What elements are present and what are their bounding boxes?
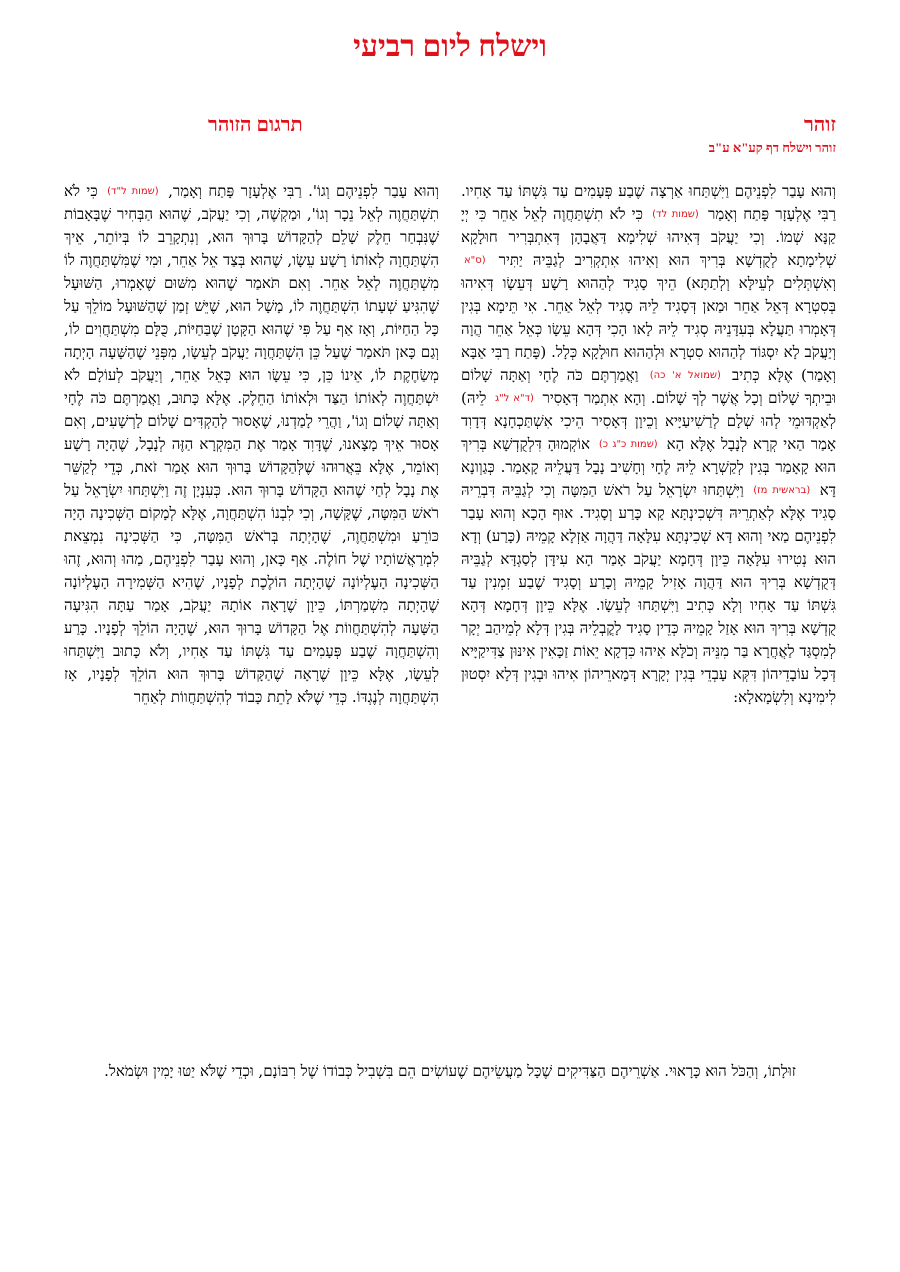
verse-ref-5: (שמות כ"ג כ) [598,439,658,450]
source-reference: זוהר וישלח דף קע"א ע"ב [708,140,836,155]
zohar-text-5: לֵיהּ) לְאַקְדּוּמֵי לְהוּ שְׁלָם לְרַשִׁיעַיָּיא וְכֵיוָן דְּאָסִיר הֵיכִי אִשְׁתַּכְחָנָא דְּדָוִד אָמַר הַאי קְרָא לְנָבָל אֶלָּא הָא [461,389,836,453]
verse-ref-1: (שמות לד) [652,209,699,220]
zohar-header: זוהר [803,114,836,136]
zohar-column [461,180,836,709]
zohar-text-3: וְאִשְׁתְּלִים לְעֵילָּא וְלְתַתָּא) הֵיךְ סָגִיד לְהַהוּא רָשָׁע דְּעֵשָׂו דְּאִיהוּ בְּסִטְרָא דְּאֵל אַחֵר וּמַאן דְּסָגִיד לֵיהּ סָגִיד לְאֵל אַחֵר. אִי תֵּימָא בְּגִין דְּאָמְרוּ תַּעֲלָא בְּעִדָּנֵיהּ סְגִיד לֵיהּ לָאו הָכִי דְּהָא עֵשָׂו כְּאֵל אַחֵר הֲוָה וְיַעֲקֹב לָא יִסְגּוֹד לְהַהוּא סִטְרָא וּלְהַהוּא חוּלָקָא כְּלָל. (פָּתַח רַבִּי אַבָּא וְאָמַר) אֶלָּא כְּתִיב [461,274,836,384]
verse-ref-6: (בראשית מז) [753,485,811,496]
zohar-text-2: כִּי לֹא תִשְׁתַּחֲוֶה לְאֵל אַחֵר כִּי יְיָ קַנָּא שְׁמוֹ. וְכִי יַעֲקֹב דְּאִיהוּ שְׁלִימָא דַּאֲבָהָן דְּאִתְבְּרִיר חוּלָקָא שְׁלִימָתָא לְקֻדְשָׁא בְּרִיךְ הוּא וְאִיהוּ אִתְקְרִיב לְגַבֵּיהּ יַתִּיר [461,205,836,269]
zohar-text-1: וְהוּא עָבַר לִפְנֵיהֶם וַיִּשְׁתַּחוּ אַרְצָה שֶׁבַע פְּעָמִים עַד גִּשְׁתּוֹ עַד אָחִיו. רַבִּי אֶלְעָזָר פָּתַח וְאָמַר [461,182,836,223]
translation-header: תרגום הזוהר [208,114,303,136]
zohar-text-4: וַאֲמַרְתֶּם כֹּה לֶחָי וְאַתָּה שָׁלוֹם וּבֵיתְךָ שָׁלוֹם וְכָל אֲשֶׁר לְךָ שָׁלוֹם. וְהָא אִתְמַר דְּאָסִיר [461,366,836,407]
translation-verse-ref-1: (שמות ל"ד) [107,186,159,197]
page-title: וישלח ליום רביעי [353,30,547,63]
translation-text-2: כִּי לֹא תִשְׁתַּחֲוֶה לְאֵל נֵכָר וְגוֹ', וּמַקְשֶׁה, וְכִי יַעֲקֹב, שֶׁהוּא הַבְּחִיר שֶׁבָּאָבוֹת שֶׁנִּבְחַר חֵלֶק שָׁלֵם לְהַקָּדוֹשׁ בָּרוּךְ הוּא, וְנִתְקָרֵב לוֹ בְּיוֹתֵר, אֵיךְ הִשְׁתַּחֲוָה לְאוֹתוֹ רָשָׁע עֵשָׂו, שֶׁהוּא בְּצַד אֵל אַחֵר, וּמִי שֶׁמִּשְׁתַּחֲוֶה לוֹ מִשְׁתַּחֲוֶה לְאֵל אַחֵר. וְאִם תֹּאמַר שֶׁהוּא מִשּׁוּם שֶׁאָמְרוּ, הַשּׁוּעָל שֶׁהִגִּיעַ שְׁעָתוֹ הִשְׁתַּחֲוֶה לוֹ, מָשָׁל הוּא, שֶׁיֵּשׁ זְמַן שֶׁהַשּׁוּעָל מוֹלֵךְ עַל כָּל הַחַיּוֹת, וְאָז אַף עַל פִּי שֶׁהוּא הַקָּטָן שֶׁבַּחַיּוֹת, כֻּלָּם מִשְׁתַּחֲוִים לוֹ, וְגַם כָּאן תֹּאמַר שֶׁעַל כֵּן הִשְׁתַּחֲוָה יַעֲקֹב לְעֵשָׂו, מִפְּנֵי שֶׁהַשָּׁעָה הָיְתָה מְשַׂחֶקֶת לוֹ, אֵינוֹ כֵּן, כִּי עֵשָׂו הוּא כְּאֵל אַחֵר, וְיַעֲקֹב לְעוֹלָם לֹא יִשְׁתַּחֲוֶה לְאוֹתוֹ הַצַּד וּלְאוֹתוֹ הַחֵלֶק. אֶלָּא כָּתוּב, וַאֲמַרְתֶּם כֹּה לֶחָי וְאַתָּה שָׁלוֹם וְגוֹ', וַהֲרֵי לָמַדְנוּ, שֶׁאָסוּר לְהַקְדִּים שָׁלוֹם לָרְשָׁעִים, וְאִם אָסוּר אֵיךְ מָצָאנוּ, שֶׁדָּוִד אָמַר אֶת הַמִּקְרָא הַזֶּה לְנָבָל, שֶׁהָיָה רָשָׁע וְאוֹמֵר, אֶלָּא בֵּאֲרוּהוּ שֶׁלְּהַקָּדוֹשׁ בָּרוּךְ הוּא אָמַר זֹאת, כְּדֵי לְקַשֵּׁר אֶת נָבָל לְחַי שֶׁהוּא הַקָּדוֹשׁ בָּרוּךְ הוּא. כְּעִנְיָן זֶה וַיִּשְׁתַּחוּ יִשְׂרָאֵל עַל רֹאשׁ הַמִּטָּה, שֶׁקָּשָׁה, וְכִי לִבְנוֹ הִשְׁתַּחֲוָה, אֶלָּא לְמָקוֹם הַשְּׁכִינָה הָיָה כּוֹרֵעַ וּמִשְׁתַּחֲוֶה, שֶׁהָיְתָה בְּרֹאשׁ הַמִּטָּה, כִּי הַשְּׁכִינָה נִמְצֵאת לִמְרַאֲשׁוֹתָיו שֶׁל חוֹלֶה. אַף כָּאן, וְהוּא עָבַר לִפְנֵיהֶם, מַהוּ וְהוּא, זֶהוּ הַשְּׁכִינָה הָעֶלְיוֹנָה שֶׁהָיְתָה הוֹלֶכֶת לְפָנָיו, שֶׁהִיא הַשְּׁמִירָה הָעֶלְיוֹנָה שֶׁהָיְתָה מִשְׁמַרְתּוֹ, כֵּיוָן שֶׁרָאָה אוֹתָהּ יַעֲקֹב, אָמַר עַתָּה הִגִּיעָה הַשָּׁעָה לְהִשְׁתַּחֲווֹת אֶל הַקָּדוֹשׁ בָּרוּךְ הוּא, שֶׁהָיָה הוֹלֵךְ לְפָנָיו. כָּרַע וְהִשְׁתַּחֲוָה שֶׁבַע פְּעָמִים עַד גִּשְׁתּוֹ עַד אָחִיו, וְלֹא כָּתוּב וַיִּשְׁתַּחוּ לְעֵשָׂו, אֶלָּא כֵּיוָן שֶׁרָאָה שֶׁהַקָּדוֹשׁ בָּרוּךְ הוּא הוֹלֵךְ לְפָנָיו, אָז הִשְׁתַּחֲוָה לְנֶגְדּוֹ. כְּדֵי שֶׁלֹּא לָתֵת כָּבוֹד לְהִשְׁתַּחֲווֹת לְאַחֵר [64,182,439,706]
translation-text-1: וְהוּא עָבַר לִפְנֵיהֶם וְגוֹ'. רַבִּי אֶלְעָזָר פָּתַח וְאָמַר, [168,182,439,200]
translation-continuation: זוּלָתוֹ, וְהַכֹּל הוּא כָּרָאוּי. אַשְׁרֵיהֶם הַצַּדִּיקִים שֶׁכָּל מַעֲשֵׂיהֶם שֶׁעוֹשִׂים הֵם בִּשְׁבִיל כְּבוֹדוֹ שֶׁל רִבּוֹנָם, וּכְדֵי שֶׁלֹּא יַטּוּ יָמִין וּשְׂמֹאל. [104,1062,796,1080]
verse-ref-2: (ס"א [464,255,486,266]
verse-ref-4: (ד"א ל"ג [494,393,534,404]
zohar-text-7: וַיִּשְׁתַּחוּ יִשְׂרָאֵל עַל רֹאשׁ הַמִּטָּה וְכִי לְגַבֵּיהּ דִּבְרֵיהּ סָגִיד אֶלָּא לְאַתְרֵיהּ דִּשְׁכִינְתָּא קָא כָּרַע וְסָגִיד. אוּף הָכָא וְהוּא עָבַר לִפְנֵיהֶם מַאי וְהוּא דָּא שְׁכִינְתָּא עִלָּאָה דַּהֲוָה אַזְלָא קָמֵיהּ (כָּרַע) וְדָא הוּא נְטִירוּ עִלָּאָה כֵּיוָן דְּחָמָא יַעֲקֹב אָמַר הָא עִידָּן לְסַגְדָּא לְגַבֵּיהּ דְּקֻדְשָׁא בְּרִיךְ הוּא דַּהֲוָה אָזִיל קָמֵיהּ וְכָרַע וְסָגִיד שֶׁבַע זִמְנִין עַד גִּשְׁתּוֹ עַד אָחִיו וְלָא כְּתִיב וַיִּשְׁתַּחוּ לְעֵשָׂו. אֶלָּא כֵּיוָן דְּחָמָא דְּהָא קֻדְשָׁא בְּרִיךְ הוּא אָזַל קָמֵיהּ כְּדֵין סָגִיד לָקֳבְלֵיהּ בְּגִין דְּלָא לְמֵיהַב יְקָר לְמִסְגַּד לַאֲחֲרָא בַּר מִנֵּיהּ וְכֹלָּא אִיהוּ כִּדְקָא יֵאוֹת זַכָּאִין אִינּוּן צַדִּיקַיָּיא דְּכָל עוֹבָדֵיהוֹן דִּקְּא עָבְדֵי בְּגִין יְקָרָא דְּמָארֵיהוֹן אִיהוּ וּבְגִין דְּלָא יִסְטוּן לִימִינָא וְלִשְׂמָאלָא: [461,481,836,706]
translation-column [64,180,439,709]
zohar-text-6: אוֹקְמוּהָ דִּלְקֻדְשָׁא בְּרִיךְ הוּא קָאָמַר בְּגִין לְקַשְׁרָא לֵיהּ לֶחָי וְחָשִׁיב נָבָל דַּעֲלֵיהּ קָאָמַר. כְּגַוְונָא דָּא [461,435,836,499]
verse-ref-3: (שמואל א' כה) [649,370,721,381]
